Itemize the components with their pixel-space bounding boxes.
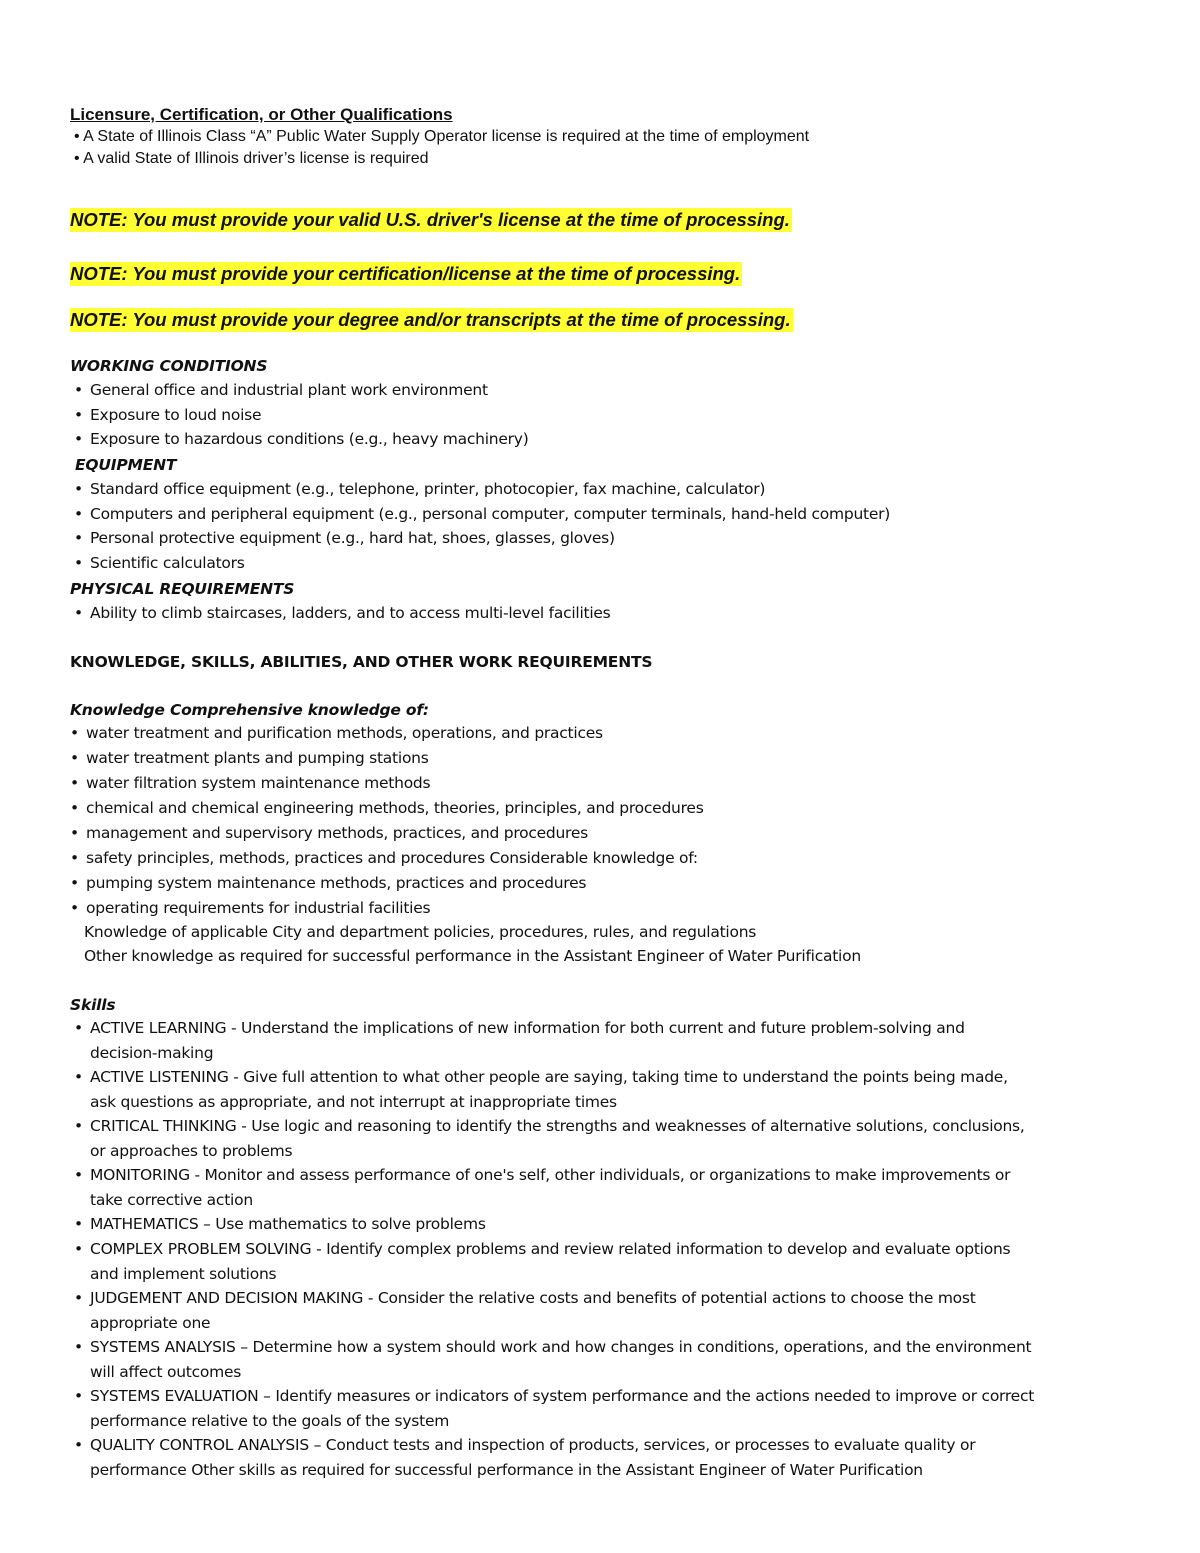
skill-item: • ACTIVE LISTENING - Give full attention to what other people are saying, taking time to understand the points being made, ask questions as appropriate, and not interrupt at inappropriate times <box>74 1068 1008 1111</box>
skills-heading: Skills <box>70 996 116 1014</box>
list-item: • Scientific calculators <box>74 554 245 572</box>
skill-item: • SYSTEMS EVALUATION – Identify measures or indicators of system performance and the actions needed to improve or correct performance relative to the goals of the system <box>74 1387 1035 1430</box>
list-item: • Exposure to loud noise <box>74 406 262 424</box>
list-item: • water treatment and purification methods, operations, and practices <box>70 724 603 742</box>
list-item: • A State of Illinois Class “A” Public Water Supply Operator license is required at the time of employment <box>74 128 810 145</box>
list-item: • safety principles, methods, practices and procedures Considerable knowledge of: <box>70 849 698 867</box>
physical-requirements-heading: PHYSICAL REQUIREMENTS <box>70 580 295 598</box>
skill-item: • MONITORING - Monitor and assess performance of one's self, other individuals, or organizations to make improvements or take corrective action <box>74 1166 1011 1209</box>
note-certification: NOTE: You must provide your certification/license at the time of processing. <box>70 263 741 284</box>
knowledge-heading: Knowledge Comprehensive knowledge of: <box>70 701 429 719</box>
list-item: • pumping system maintenance methods, practices and procedures <box>70 874 587 892</box>
note-degree: NOTE: You must provide your degree and/or transcripts at the time of processing. <box>70 309 791 330</box>
skill-item: • COMPLEX PROBLEM SOLVING - Identify complex problems and review related information to develop and evaluate options and implement solutions <box>74 1240 1011 1283</box>
working-conditions-heading: WORKING CONDITIONS <box>70 357 268 375</box>
list-item: • Computers and peripheral equipment (e.g., personal computer, computer terminals, hand-held computer) <box>74 505 891 523</box>
list-item: • Standard office equipment (e.g., telephone, printer, photocopier, fax machine, calculator) <box>74 480 766 498</box>
bullet: • <box>74 150 80 167</box>
skill-item: • MATHEMATICS – Use mathematics to solve problems <box>74 1215 486 1233</box>
skill-item: • CRITICAL THINKING - Use logic and reasoning to identify the strengths and weaknesses of alternative solutions, conclusions, or approaches to problems <box>74 1117 1025 1160</box>
knowledge-extra-line: Other knowledge as required for successful performance in the Assistant Engineer of Water Purification <box>84 947 861 965</box>
skill-item: • ACTIVE LEARNING - Understand the implications of new information for both current and future problem-solving and decision-making <box>74 1019 965 1062</box>
skill-item: • SYSTEMS ANALYSIS – Determine how a system should work and how changes in conditions, operations, and the environment will affect outcomes <box>74 1338 1032 1381</box>
list-item: • water treatment plants and pumping stations <box>70 749 429 767</box>
licensure-heading: Licensure, Certification, or Other Qualifications <box>70 105 453 124</box>
list-item: • water filtration system maintenance methods <box>70 774 431 792</box>
bullet: • <box>74 128 80 145</box>
list-item: • Exposure to hazardous conditions (e.g., heavy machinery) <box>74 430 529 448</box>
list-item: • General office and industrial plant work environment <box>74 381 488 399</box>
list-item: • management and supervisory methods, practices, and procedures <box>70 824 588 842</box>
list-item: • operating requirements for industrial facilities <box>70 899 431 917</box>
knowledge-extra-line: Knowledge of applicable City and department policies, procedures, rules, and regulations <box>84 923 757 941</box>
list-item: • Ability to climb staircases, ladders, and to access multi-level facilities <box>74 604 611 622</box>
note-drivers-license: NOTE: You must provide your valid U.S. driver's license at the time of processing. <box>70 209 790 230</box>
ksa-heading: KNOWLEDGE, SKILLS, ABILITIES, AND OTHER WORK REQUIREMENTS <box>70 653 653 671</box>
skill-item: • JUDGEMENT AND DECISION MAKING - Consider the relative costs and benefits of potential actions to choose the most appropriate one <box>74 1289 976 1332</box>
list-item: • A valid State of Illinois driver’s license is required <box>74 150 429 167</box>
equipment-heading: EQUIPMENT <box>75 456 177 474</box>
list-item: • chemical and chemical engineering methods, theories, principles, and procedures <box>70 799 704 817</box>
skill-item: • QUALITY CONTROL ANALYSIS – Conduct tests and inspection of products, services, or processes to evaluate quality or performance Other skills as required for successful performance in the Assistant Engineer of Water Purification <box>74 1436 976 1479</box>
list-item: • Personal protective equipment (e.g., hard hat, shoes, glasses, gloves) <box>74 529 615 547</box>
